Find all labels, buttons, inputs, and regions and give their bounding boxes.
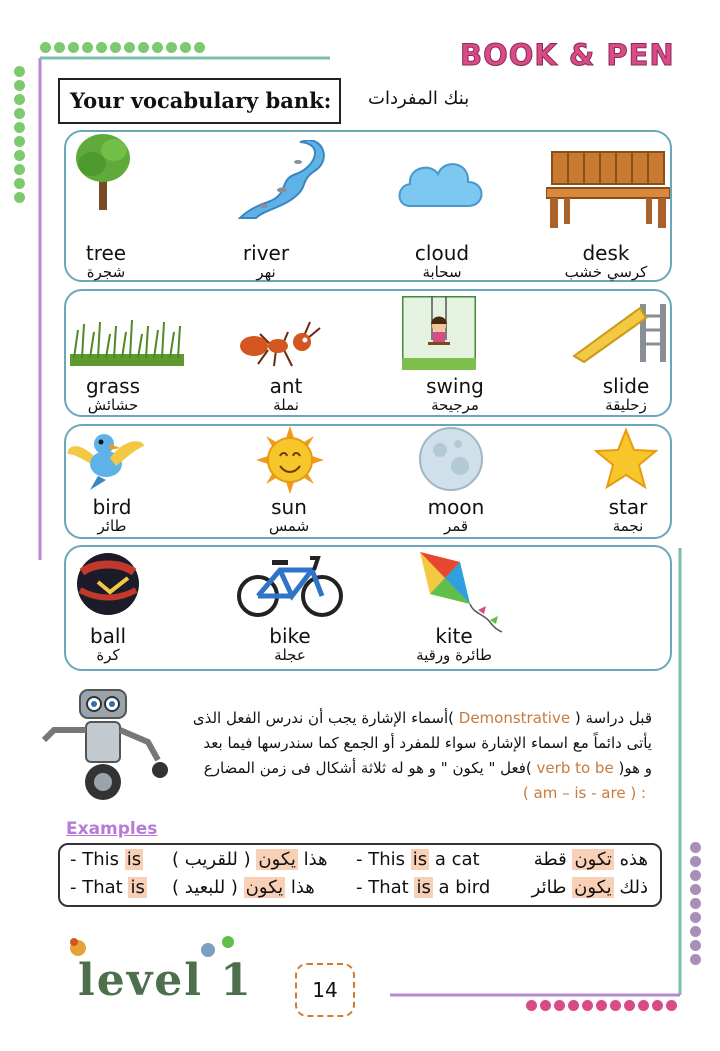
ex-text: ( للقريب ) bbox=[172, 849, 251, 870]
vocab-item-ball bbox=[38, 625, 178, 663]
ant-icon bbox=[238, 320, 322, 370]
example-1-en-short bbox=[70, 849, 143, 870]
vocab-item-swing bbox=[385, 375, 525, 413]
vocab-item-river bbox=[196, 242, 336, 280]
grammar-line-1-a: قبل دراسة ( bbox=[574, 709, 652, 727]
word-en: slide bbox=[602, 374, 650, 398]
vocab-row-4 bbox=[64, 545, 672, 671]
ex-highlight: is bbox=[412, 849, 428, 870]
examples-title: Examples bbox=[66, 819, 158, 839]
example-2-ar bbox=[532, 877, 648, 898]
top-dot-row bbox=[40, 42, 205, 53]
ex-text: - This bbox=[70, 849, 125, 870]
word-ar: كرة bbox=[96, 646, 120, 664]
ex-text: - That bbox=[70, 877, 129, 898]
ex-text: a cat bbox=[429, 849, 480, 870]
river-icon bbox=[238, 140, 328, 220]
word-ar: قمر bbox=[443, 517, 469, 535]
word-en: ant bbox=[269, 374, 303, 398]
grammar-paragraph bbox=[140, 706, 652, 806]
ex-text: طائر bbox=[531, 877, 573, 898]
kite-icon bbox=[412, 548, 506, 634]
example-1-en bbox=[356, 849, 480, 870]
ex-highlight: is bbox=[126, 849, 142, 870]
vocab-item-sun bbox=[219, 496, 359, 534]
sun-icon bbox=[256, 426, 324, 494]
ex-text: a bird bbox=[432, 877, 491, 898]
bike-icon bbox=[236, 550, 344, 618]
swing-icon bbox=[402, 296, 476, 370]
ex-text: هذا bbox=[297, 849, 328, 870]
example-1-ar bbox=[534, 849, 648, 870]
moon-icon bbox=[418, 426, 484, 492]
level-logo: level 1 bbox=[78, 955, 253, 1006]
term-verb-to-be: verb to be bbox=[536, 759, 614, 777]
word-ar: شمس bbox=[268, 517, 310, 535]
word-ar: شجرة bbox=[86, 263, 126, 281]
word-ar: طائرة ورقية bbox=[416, 646, 492, 664]
vocab-item-ant bbox=[216, 375, 356, 413]
vocab-row-3 bbox=[64, 424, 672, 539]
example-2-en-short bbox=[70, 877, 147, 898]
word-ar: نهر bbox=[256, 263, 276, 281]
word-ar: حشائش bbox=[87, 396, 139, 414]
word-en: bike bbox=[269, 624, 311, 648]
grammar-line-1-b: )أسماء الإشارة يجب أن ندرس الفعل الذى bbox=[192, 709, 454, 727]
vocab-item-star bbox=[558, 496, 698, 534]
word-en: bird bbox=[92, 495, 132, 519]
tree-icon bbox=[72, 132, 134, 212]
ex-highlight: تكون bbox=[574, 849, 612, 870]
word-ar: نجمة bbox=[612, 517, 644, 535]
example-2-ar-short bbox=[172, 877, 362, 898]
vocab-item-cloud bbox=[372, 242, 512, 280]
vocab-item-bird bbox=[42, 496, 182, 534]
ex-highlight: is bbox=[416, 877, 431, 898]
term-demonstrative: Demonstrative bbox=[458, 709, 571, 727]
word-ar: زحليقة bbox=[605, 396, 647, 414]
example-1-ar-short bbox=[172, 849, 362, 870]
word-en: grass bbox=[85, 374, 140, 398]
grammar-line-3-a: و هو( bbox=[618, 759, 652, 777]
word-en: moon bbox=[427, 495, 485, 519]
bottom-dot-row bbox=[526, 1000, 677, 1011]
word-ar: مرجيحة bbox=[431, 396, 479, 414]
word-en: tree bbox=[85, 241, 127, 265]
example-2-en bbox=[356, 877, 490, 898]
word-ar: عجلة bbox=[274, 646, 306, 664]
word-en: desk bbox=[582, 241, 630, 265]
ex-text: - That bbox=[356, 877, 415, 898]
word-en: kite bbox=[435, 624, 473, 648]
examples-box bbox=[58, 843, 662, 907]
star-icon bbox=[594, 428, 658, 490]
grammar-line-3-b: )فعل " يكون " و هو له ثلاثة أشكال فى زمن المضارع bbox=[203, 759, 532, 777]
vocab-item-slide bbox=[556, 375, 696, 413]
vocab-item-tree bbox=[36, 242, 176, 280]
brand-logo: BOOK & PEN bbox=[460, 38, 675, 72]
grammar-line-4: ( am – is - are ) : bbox=[522, 784, 646, 802]
ex-text: - This bbox=[356, 849, 411, 870]
ex-highlight: يكون bbox=[245, 877, 284, 898]
bench-icon bbox=[546, 148, 670, 230]
left-dot-column bbox=[14, 66, 25, 203]
ex-text: ذلك bbox=[613, 877, 648, 898]
vocab-item-grass bbox=[43, 375, 183, 413]
grammar-line-2: يأتى دائماً مع اسماء الإشارة سواء للمفرد أو الجمع كما سندرسها فيما بعد bbox=[203, 734, 652, 752]
word-en: sun bbox=[271, 495, 307, 519]
ex-text: هذه bbox=[613, 849, 648, 870]
word-en: river bbox=[242, 241, 290, 265]
ball-icon bbox=[76, 552, 140, 616]
grammar-line-3 bbox=[140, 756, 652, 781]
word-ar: نملة bbox=[273, 396, 299, 414]
vocab-item-bike bbox=[220, 625, 360, 663]
ex-highlight: يكون bbox=[574, 877, 612, 898]
word-ar: سحابة bbox=[422, 263, 462, 281]
ex-text: هذا bbox=[285, 877, 315, 898]
vocab-bank-title: Your vocabulary bank: bbox=[58, 78, 341, 124]
word-ar: كرسي خشب bbox=[564, 263, 648, 281]
cloud-icon bbox=[396, 154, 484, 214]
vocab-item-moon bbox=[386, 496, 526, 534]
vocab-bank-title-ar: بنك المفردات bbox=[368, 88, 470, 109]
ex-text: قطة bbox=[533, 849, 573, 870]
word-en: swing bbox=[426, 374, 484, 398]
grammar-line-1 bbox=[140, 706, 652, 731]
word-en: cloud bbox=[414, 241, 470, 265]
ex-highlight: يكون bbox=[258, 849, 296, 870]
vocab-item-desk bbox=[536, 242, 676, 280]
ex-text: ( للبعيد ) bbox=[172, 877, 238, 898]
word-en: ball bbox=[89, 624, 127, 648]
grass-icon bbox=[70, 318, 184, 366]
bird-icon bbox=[66, 428, 146, 492]
word-en: star bbox=[608, 495, 648, 519]
right-dot-column bbox=[690, 842, 701, 965]
word-ar: طائر bbox=[97, 517, 127, 535]
page-number: 14 bbox=[295, 963, 355, 1017]
ex-highlight: is bbox=[130, 877, 145, 898]
slide-icon bbox=[566, 300, 670, 364]
